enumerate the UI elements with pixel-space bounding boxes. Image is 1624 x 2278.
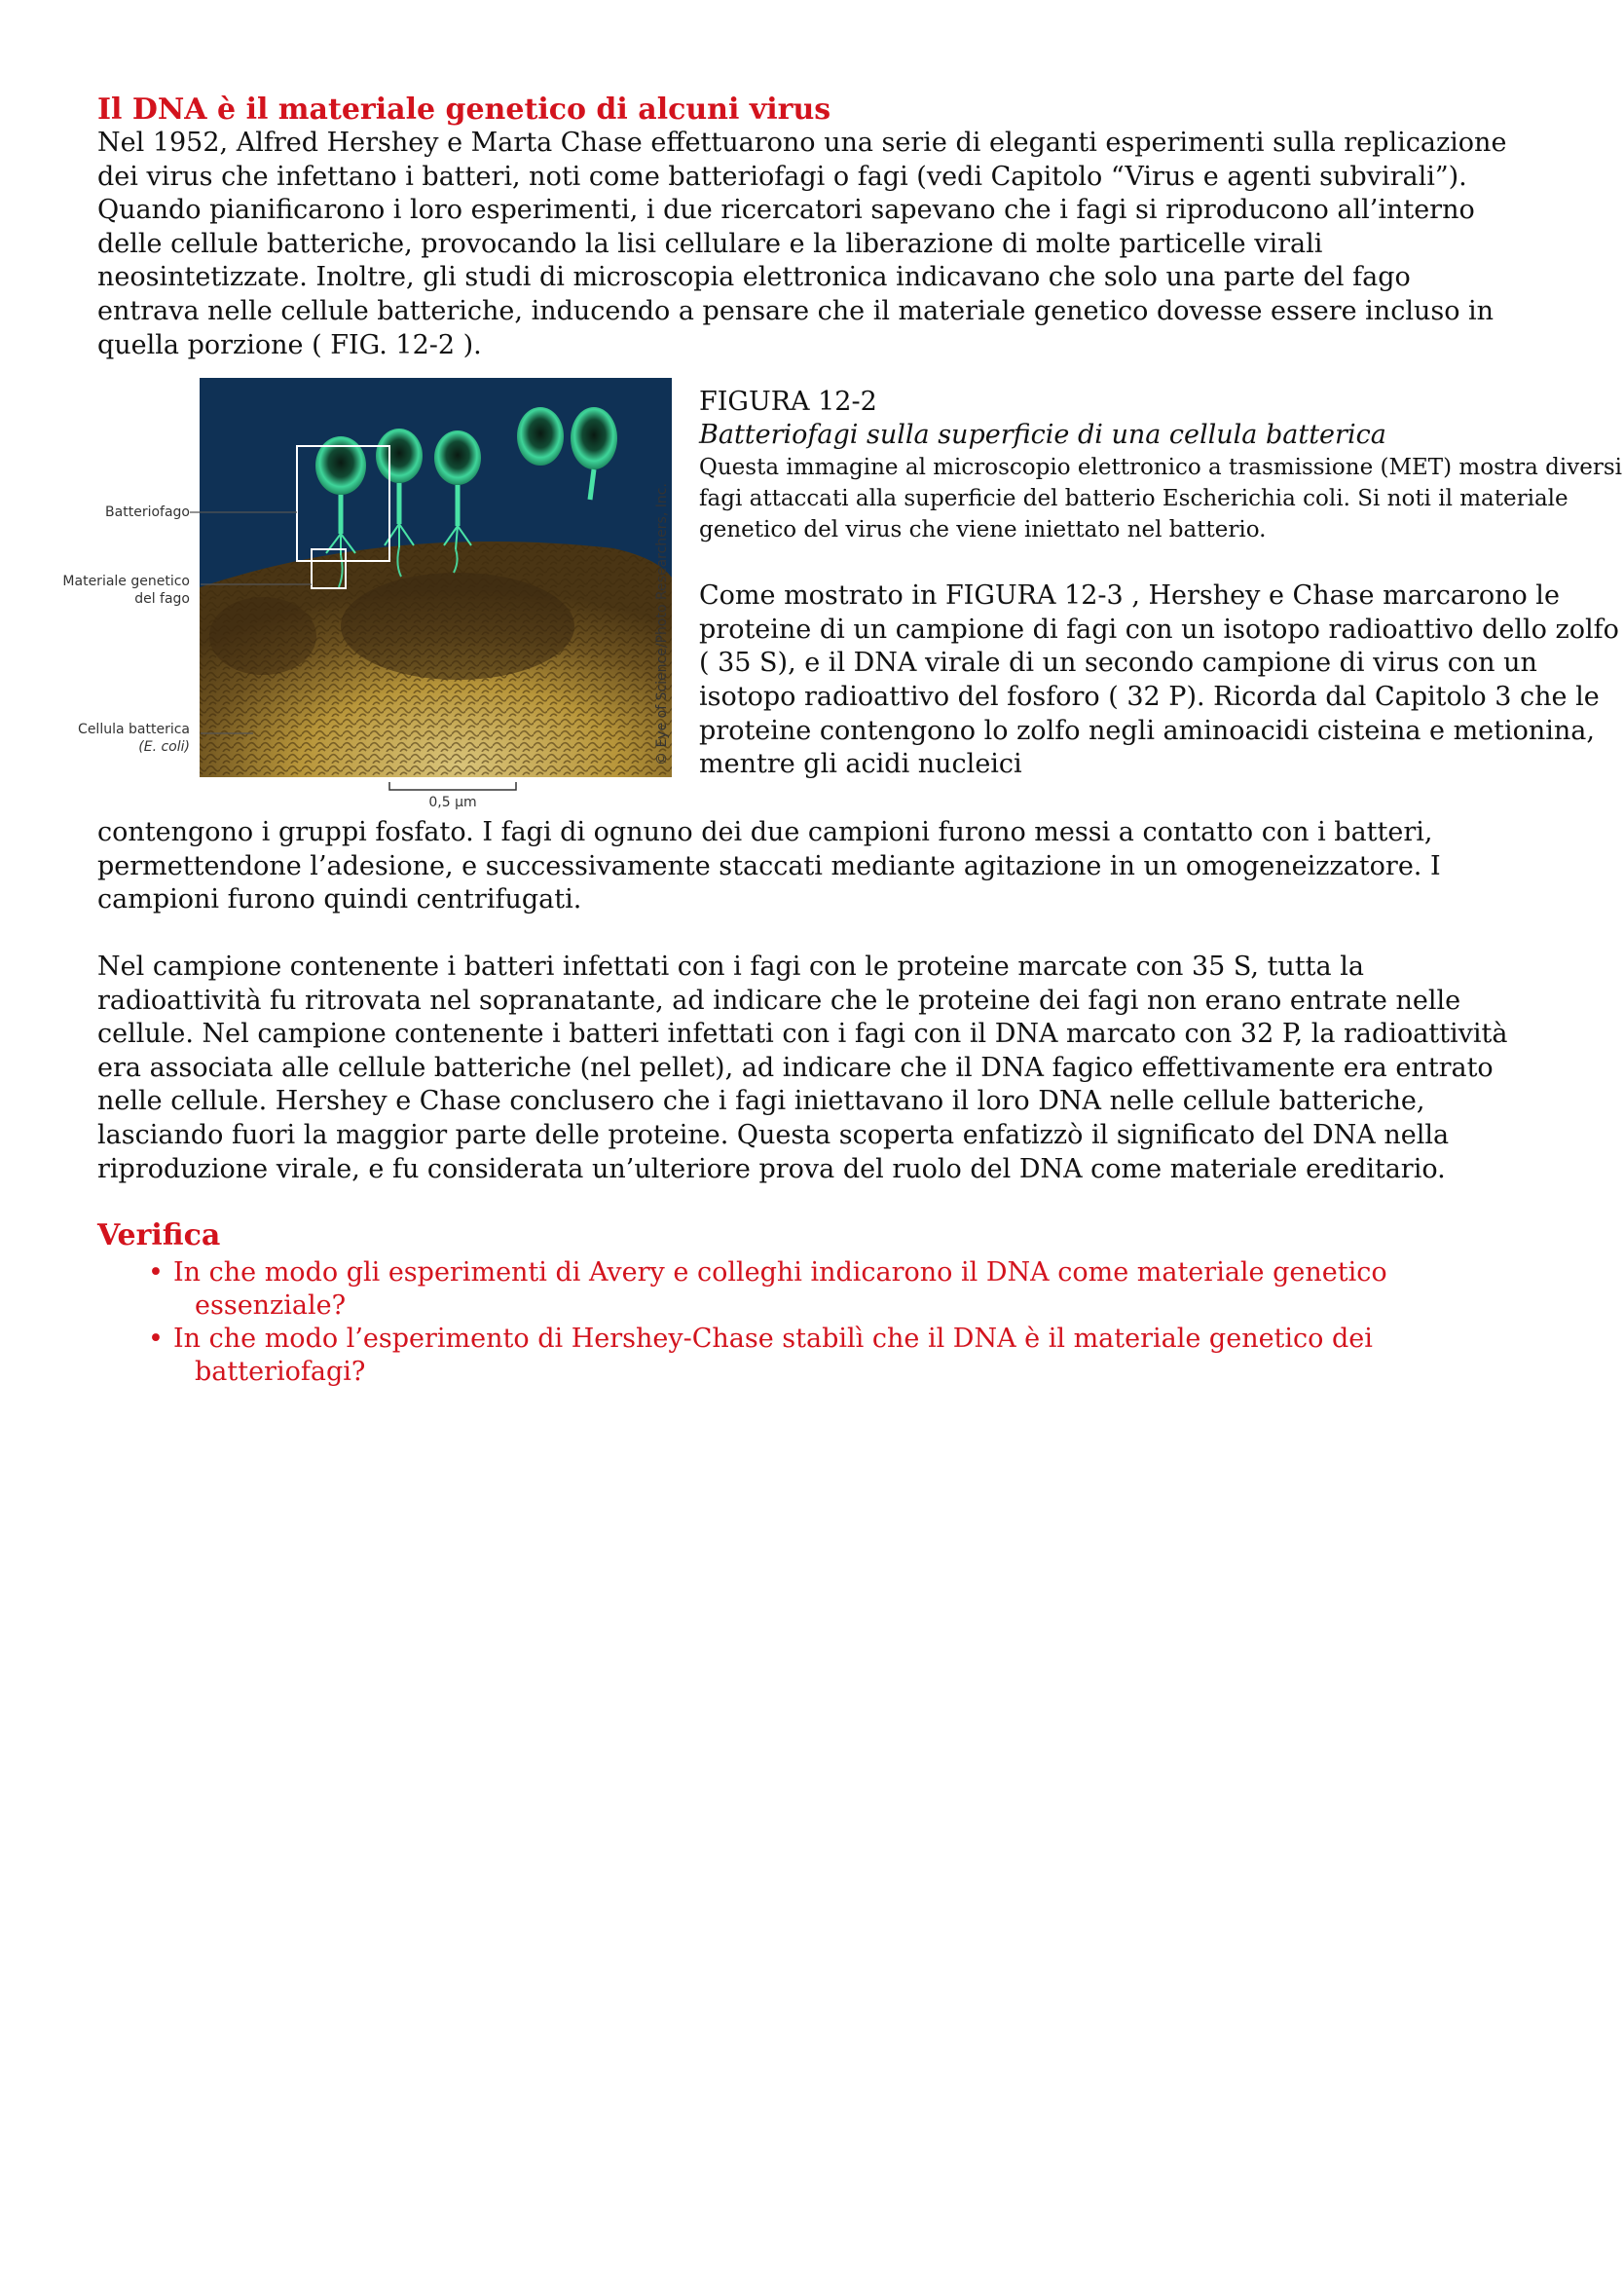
label-genetic-material-1: Materiale genetico: [62, 574, 190, 590]
bullet-icon: •: [148, 1324, 164, 1355]
label-bacteriophage: Batteriofago: [105, 504, 190, 521]
document-body: [62, 93, 1622, 1389]
label-scale: 0,5 µm: [428, 795, 477, 811]
photo-credit: © Eye of Science/Photo Researchers, Inc.: [654, 483, 670, 766]
paragraph-2-continued: contengono i gruppi fosfato. I fagi di ognuno dei due campioni furono messi a contatto con i batteri, permettendone l’adesione, e successivamente staccati mediante agitazione in un omogeneizzatore. I campioni furono quindi centrifugati.: [97, 817, 1441, 915]
label-genetic-material-2: del fago: [134, 591, 190, 608]
paragraph-3: Nel campione contenente i batteri infettati con i fagi con le proteine marcate con 35 S, tutta la radioattività fu ritrovata nel sopranatante, ad indicare che le proteine dei fagi non erano entrate nelle cellule. Nel campione contenente i batteri infettati con i fagi con il DNA marcato con 32 P, la radioattività era associata alle cellule batteriche (nel pellet), ad indicare che il DNA fagico effettivamente era entrato nelle cellule. Hershey e Chase conclusero che i fagi iniettavano il loro DNA nelle cellule batteriche, lasciando fuori la maggior parte delle proteine. Questa scoperta enfatizzò il significato del DNA nella riproduzione virale, e fu considerata un’ulteriore prova del ruolo del DNA come materiale ereditario.: [97, 951, 1508, 1184]
phage-4: [517, 407, 564, 466]
figure-12-2: [62, 378, 1622, 816]
figure-title: Batteriofagi sulla superficie di una cellula batterica: [699, 420, 1386, 451]
figure-caption: Questa immagine al microscopio elettronico a trasmissione (MET) mostra diversi fagi attaccati alla superficie del batterio Escherichia coli. Si noti il materiale genetico del virus che viene iniettato nel batterio.: [699, 455, 1622, 543]
label-cell-2: (E. coli): [138, 739, 190, 756]
review-question-1: • In che modo gli esperimenti di Avery e colleghi indicarono il DNA come materiale genetico essenziale?: [148, 1257, 1387, 1322]
micrograph-figure: [62, 378, 672, 811]
label-cell-1: Cellula batterica: [78, 722, 190, 738]
review-list: [97, 1256, 1519, 1389]
paragraph-2-side: Come mostrato in FIGURA 12-3 , Hershey e Chase marcarono le proteine di un campione di fagi con un isotopo radioattivo dello zolfo ( 35 S), e il DNA virale di un secondo campione di virus con un isotopo radioattivo del fosforo ( 32 P). Ricorda dal Capitolo 3 che le proteine contengono lo zolfo negli aminoacidi cisteina e metionina, mentre gli acidi nucleici: [699, 580, 1619, 780]
figure-number: FIGURA 12-2: [699, 387, 877, 418]
bullet-icon: •: [148, 1257, 164, 1288]
scale-bar: [389, 782, 516, 790]
figure-caption-block: [699, 386, 1624, 782]
review-title: Verifica: [97, 1218, 221, 1253]
section-title: Il DNA è il materiale genetico di alcuni virus: [97, 93, 831, 127]
review-question-2: • In che modo l’esperimento di Hershey-Chase stabilì che il DNA è il materiale genetico dei batteriofagi?: [148, 1324, 1373, 1388]
intro-paragraph: Nel 1952, Alfred Hershey e Marta Chase effettuarono una serie di eleganti esperimenti sulla replicazione dei virus che infettano i batteri, noti come batteriofagi o fagi (vedi Capitolo “Virus e agenti subvirali”). Quando pianificarono i loro esperimenti, i due ricercatori sapevano che i fagi si riproducono all’interno delle cellule batteriche, provocando la lisi cellulare e la liberazione di molte particelle virali neosintetizzate. Inoltre, gli studi di microscopia elettronica indicavano che solo una parte del fago entrava nelle cellule batteriche, inducendo a pensare che il materiale genetico dovesse essere incluso in quella porzione ( FIG. 12-2 ).: [97, 128, 1507, 360]
